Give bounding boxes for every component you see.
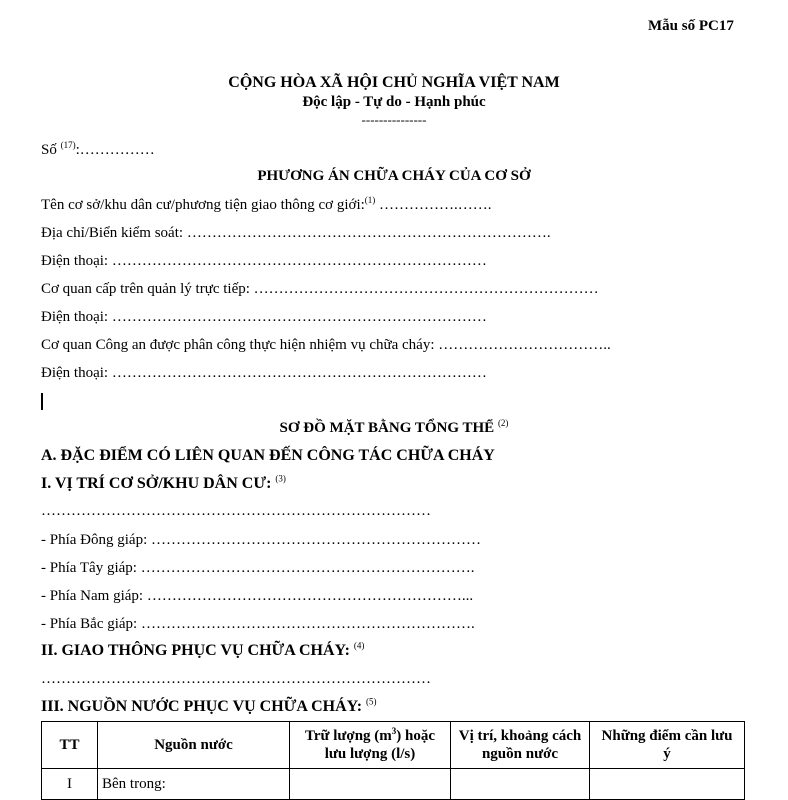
field-police-agency bbox=[41, 337, 611, 354]
section-2-title: II. GIAO THÔNG PHỤC VỤ CHỮA CHÁY: bbox=[41, 642, 350, 659]
capacity-post: ) hoặc bbox=[396, 728, 436, 744]
section-a-heading: A. ĐẶC ĐIỂM CÓ LIÊN QUAN ĐẾN CÔNG TÁC CHỮA CHÁY bbox=[41, 447, 495, 464]
plan-title: PHƯƠNG ÁN CHỮA CHÁY CỦA CƠ SỞ bbox=[257, 168, 531, 184]
site-plan-note: (2) bbox=[497, 418, 509, 428]
location-line2: nguồn nước bbox=[481, 746, 559, 762]
border-label: - Phía Tây giáp: bbox=[41, 560, 137, 576]
capacity-line2: lưu lượng (l/s) bbox=[324, 746, 416, 762]
document-number-note: (17) bbox=[60, 140, 76, 150]
field-note: (1) bbox=[364, 195, 376, 205]
table-header-row bbox=[42, 722, 745, 769]
field-label: Điện thoại: bbox=[41, 365, 109, 381]
section-1-heading bbox=[41, 475, 286, 493]
capacity-pre: Trữ lượng (m bbox=[304, 728, 392, 744]
field-label: Địa chỉ/Biển kiểm soát: bbox=[41, 225, 184, 241]
site-plan-title bbox=[0, 420, 788, 437]
border-dots: …………………………………………………………. bbox=[136, 560, 475, 576]
border-label: - Phía Nam giáp: bbox=[41, 588, 144, 604]
field-facility-name bbox=[41, 197, 492, 214]
border-label: - Phía Đông giáp: bbox=[41, 532, 148, 548]
border-west bbox=[41, 560, 474, 577]
section-2-dots: …………………………………………………………………… bbox=[41, 671, 431, 687]
field-dots: …………………………………………………………… bbox=[249, 281, 599, 297]
location-line1: Vị trí, khoảng cách bbox=[458, 728, 582, 744]
table-row bbox=[42, 769, 745, 800]
section-3-note: (5) bbox=[366, 696, 377, 707]
col-header-notes bbox=[590, 722, 745, 769]
col-header-location bbox=[451, 722, 590, 769]
field-dots: …………………………….. bbox=[434, 337, 611, 353]
field-label: Điện thoại: bbox=[41, 309, 109, 325]
text-cursor[interactable] bbox=[41, 393, 43, 410]
motto: Độc lập - Tự do - Hạnh phúc bbox=[302, 94, 486, 110]
field-phone-1 bbox=[41, 253, 487, 270]
field-label: Cơ quan Công an được phân công thực hiện nhiệm vụ chữa cháy: bbox=[41, 337, 435, 353]
document-number-dots: :…………… bbox=[75, 142, 155, 158]
field-superior-agency bbox=[41, 281, 599, 298]
section-1-title: I. VỊ TRÍ CƠ SỞ/KHU DÂN CƯ: bbox=[41, 475, 272, 492]
col-header-capacity bbox=[290, 722, 451, 769]
field-address bbox=[41, 225, 551, 242]
field-phone-2 bbox=[41, 309, 487, 326]
notes-line1: Những điểm cần lưu bbox=[601, 728, 733, 744]
border-dots: ………………………………………………………... bbox=[143, 588, 474, 604]
document-number-line bbox=[41, 142, 155, 159]
water-source-table bbox=[41, 721, 745, 800]
col-header-tt: TT bbox=[42, 722, 98, 769]
section-2-note: (4) bbox=[353, 640, 365, 651]
section-1-dots: …………………………………………………………………… bbox=[41, 503, 431, 519]
field-dots: ………………………………………………………………… bbox=[108, 365, 487, 381]
cell-tt[interactable]: I bbox=[42, 769, 98, 800]
field-dots: ………………………………………………………………… bbox=[108, 253, 487, 269]
field-dots: …………….……. bbox=[375, 197, 492, 213]
border-dots: ………………………………………………………… bbox=[147, 532, 481, 548]
capacity-sup: 3 bbox=[391, 726, 397, 736]
field-dots: ………………………………………………………………. bbox=[183, 225, 551, 241]
border-dots: …………………………………………………………. bbox=[137, 616, 475, 632]
col-header-source: Nguồn nước bbox=[98, 722, 290, 769]
cell-source[interactable]: Bên trong: bbox=[98, 769, 290, 800]
field-label: Tên cơ sở/khu dân cư/phương tiện giao thông cơ giới: bbox=[41, 197, 365, 213]
document-number-label: Số bbox=[41, 142, 57, 158]
nation-title: CỘNG HÒA XÃ HỘI CHỦ NGHĨA VIỆT NAM bbox=[228, 74, 560, 91]
border-north bbox=[41, 616, 475, 633]
section-2-heading bbox=[41, 642, 364, 660]
cell-location[interactable] bbox=[451, 769, 590, 800]
section-1-note: (3) bbox=[275, 473, 286, 484]
field-label: Cơ quan cấp trên quản lý trực tiếp: bbox=[41, 281, 250, 297]
section-3-title: III. NGUỒN NƯỚC PHỤC VỤ CHỮA CHÁY: bbox=[41, 698, 363, 715]
form-code: Mẫu số PC17 bbox=[648, 18, 734, 34]
border-label: - Phía Bắc giáp: bbox=[41, 616, 138, 632]
section-3-heading bbox=[41, 698, 377, 716]
field-phone-3 bbox=[41, 365, 487, 382]
site-plan-title-text: SƠ ĐỒ MẶT BẰNG TỔNG THỂ bbox=[279, 420, 495, 436]
field-label: Điện thoại: bbox=[41, 253, 109, 269]
header-divider: --------------- bbox=[361, 112, 427, 127]
notes-line2: ý bbox=[663, 746, 671, 762]
field-dots: ………………………………………………………………… bbox=[108, 309, 487, 325]
border-east bbox=[41, 532, 481, 549]
border-south bbox=[41, 588, 473, 605]
cell-notes[interactable] bbox=[590, 769, 745, 800]
cell-capacity[interactable] bbox=[290, 769, 451, 800]
